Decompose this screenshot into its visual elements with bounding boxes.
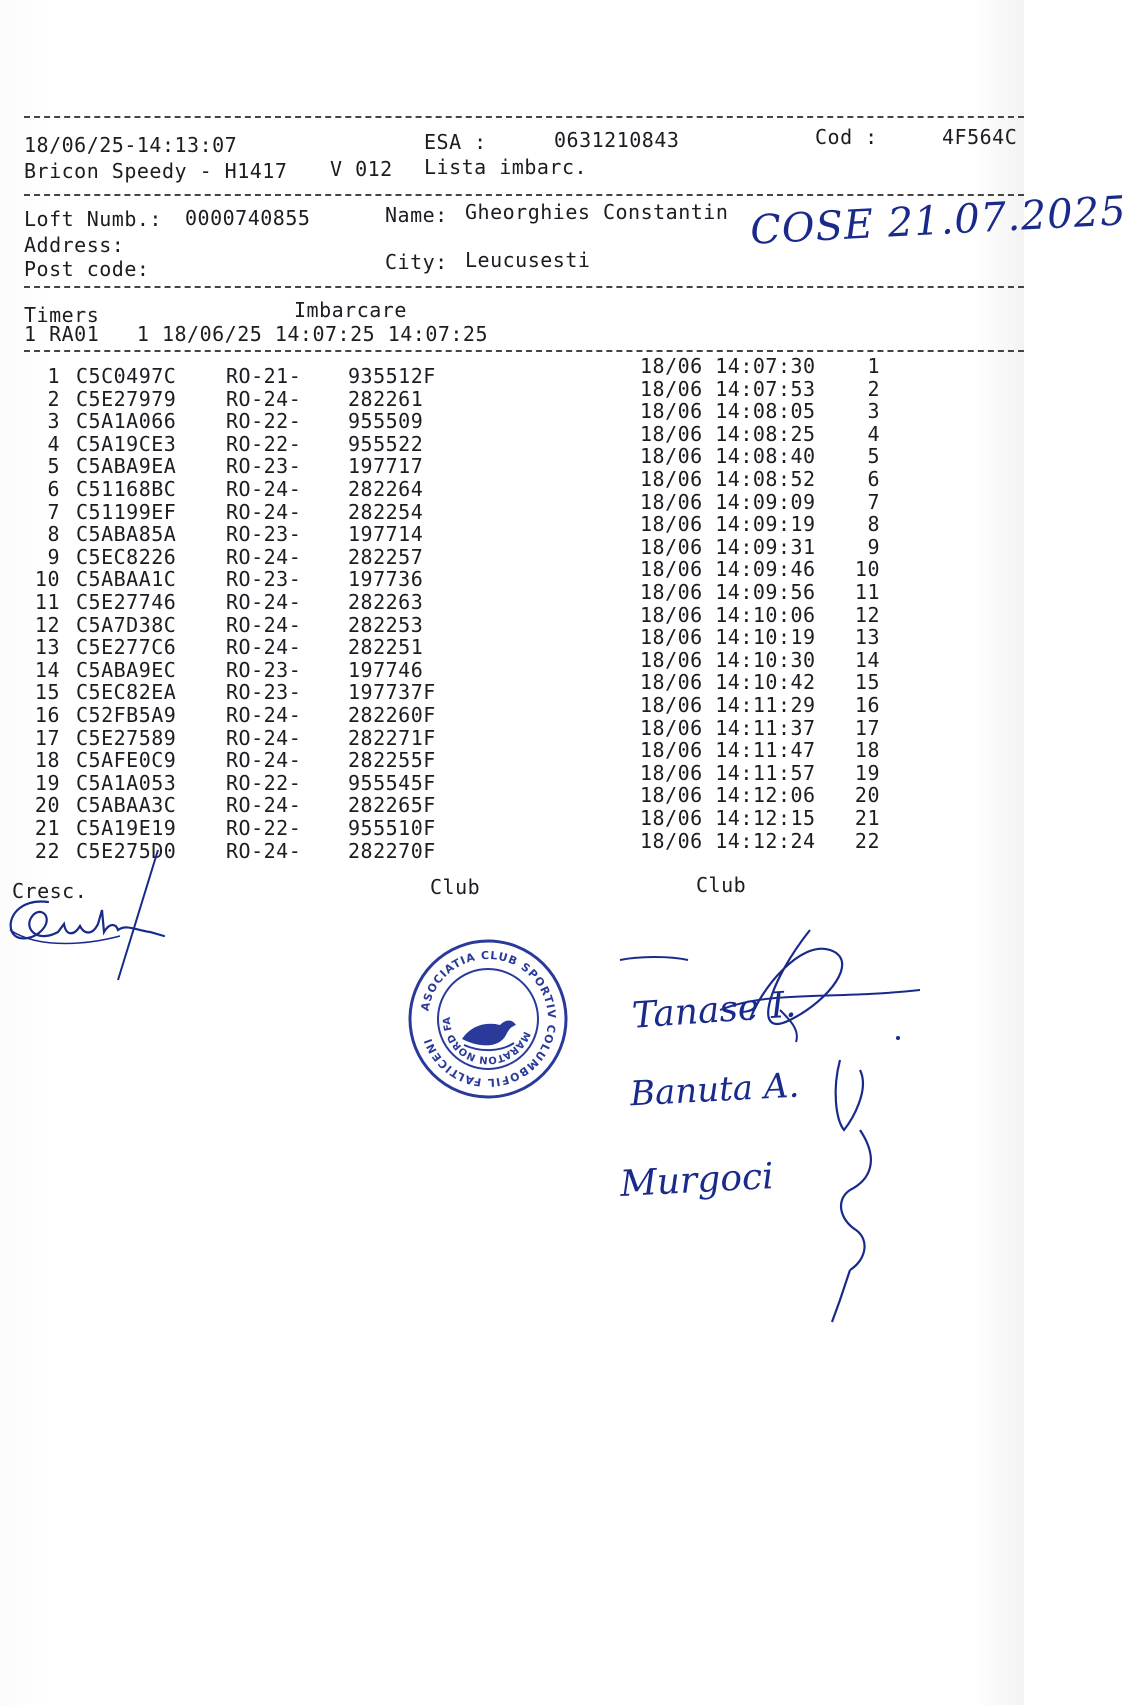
ring-prefix: RO-23- <box>226 522 302 547</box>
ring-prefix: RO-23- <box>226 454 302 479</box>
arrival-time: 18/06 14:09:46 <box>640 557 816 582</box>
city-value: Leucusesti <box>465 248 591 272</box>
club-stamp <box>399 927 572 1103</box>
arrival-order: 7 <box>867 489 880 514</box>
row-index: 1 <box>47 364 60 388</box>
separator-header <box>24 194 1024 196</box>
chip-id: C52FB5A9 <box>76 703 177 727</box>
breeder-signature <box>0 840 180 1000</box>
row-index: 12 <box>34 612 60 637</box>
arrival-time: 18/06 14:10:30 <box>640 647 816 672</box>
esa-label: ESA : <box>424 130 487 154</box>
chip-id: C5AFE0C9 <box>76 748 177 773</box>
ring-prefix: RO-24- <box>226 544 302 569</box>
chip-id: C5A1A066 <box>76 409 177 434</box>
city-label: City: <box>385 250 448 274</box>
ring-number: 282253 <box>348 612 424 637</box>
cod-value: 4F564C <box>942 125 1018 149</box>
imbarcare-label: Imbarcare <box>294 298 407 322</box>
ring-prefix: RO-24- <box>226 635 302 660</box>
arrival-time: 18/06 14:12:06 <box>640 783 816 808</box>
ring-prefix: RO-24- <box>226 703 302 727</box>
arrival-order: 22 <box>854 828 880 853</box>
stamp-inner-text: MARATON NORD FALTICENI <box>399 927 532 1066</box>
pigeon-icon <box>462 1021 516 1046</box>
postcode-label: Post code: <box>24 257 150 281</box>
row-index: 18 <box>34 748 60 773</box>
ring-number: 282263 <box>348 590 424 614</box>
arrival-time: 18/06 14:07:53 <box>640 376 816 401</box>
print-datetime: 18/06/25-14:13:07 <box>24 133 238 157</box>
stamp-outer-text: ASOCIATIA CLUB SPORTIV COLUMBOFIL FALTICENI <box>418 948 559 1090</box>
chip-id: C5E27589 <box>76 725 177 750</box>
arrival-order: 10 <box>854 557 880 582</box>
chip-id: C5ABA9EA <box>76 454 177 479</box>
ring-prefix: RO-24- <box>226 838 302 863</box>
arrival-order: 3 <box>867 399 880 424</box>
row-index: 6 <box>47 477 60 501</box>
row-index: 9 <box>47 544 60 569</box>
chip-id: C5EC8226 <box>76 544 177 569</box>
chip-id: C5E275D0 <box>76 838 177 863</box>
cresc-label: Cresc. <box>12 879 88 903</box>
row-index: 21 <box>34 816 60 840</box>
arrival-time: 18/06 14:11:47 <box>640 738 816 763</box>
esa-value: 0631210843 <box>554 128 680 152</box>
ring-prefix: RO-22- <box>226 816 302 840</box>
arrival-time: 18/06 14:09:31 <box>640 534 816 559</box>
row-index: 16 <box>34 703 60 727</box>
chip-id: C51168BC <box>76 477 177 501</box>
timers-label: Timers <box>24 303 100 327</box>
ring-prefix: RO-24- <box>226 725 302 750</box>
address-label: Address: <box>24 233 125 257</box>
ring-number: 282264 <box>348 477 424 501</box>
arrival-order: 9 <box>867 534 880 559</box>
ring-number: 955545F <box>348 770 436 795</box>
arrival-time: 18/06 14:10:42 <box>640 670 816 695</box>
chip-id: C5A19CE3 <box>76 431 177 456</box>
ring-number: 955522 <box>348 431 424 456</box>
chip-id: C5C0497C <box>76 364 177 388</box>
ring-prefix: RO-23- <box>226 567 302 592</box>
ring-prefix: RO-24- <box>226 590 302 614</box>
arrival-time: 18/06 14:12:15 <box>640 806 816 830</box>
row-index: 13 <box>34 635 60 660</box>
ring-number: 282260F <box>348 703 436 727</box>
arrival-order: 14 <box>854 647 880 672</box>
arrival-time: 18/06 14:10:06 <box>640 602 816 627</box>
firmware-version: V 012 <box>330 157 393 181</box>
arrival-time: 18/06 14:08:05 <box>640 399 816 424</box>
arrival-time: 18/06 14:11:29 <box>640 693 816 717</box>
arrival-time: 18/06 14:11:57 <box>640 760 816 785</box>
arrival-order: 21 <box>854 806 880 830</box>
loft-label: Loft Numb.: <box>24 207 162 231</box>
ring-prefix: RO-24- <box>226 386 302 411</box>
arrival-order: 1 <box>867 354 880 378</box>
arrival-order: 16 <box>854 693 880 717</box>
chip-id: C5ABA85A <box>76 522 177 547</box>
cod-label: Cod : <box>815 125 878 149</box>
row-index: 2 <box>47 386 60 411</box>
name-label: Name: <box>385 203 448 227</box>
ring-number: 197746 <box>348 657 424 682</box>
ring-number: 282270F <box>348 838 436 863</box>
ring-prefix: RO-22- <box>226 409 302 434</box>
ring-prefix: RO-23- <box>226 657 302 682</box>
committee-signature-strokes <box>600 920 940 1340</box>
arrival-order: 15 <box>854 670 880 695</box>
ring-prefix: RO-24- <box>226 793 302 818</box>
separator-top <box>24 116 1024 118</box>
committee-name-2: Banuta A. <box>629 1065 801 1115</box>
arrival-time: 18/06 14:09:19 <box>640 512 816 537</box>
device-name: Bricon Speedy - H1417 <box>24 159 288 183</box>
committee-name-3: Murgoci <box>619 1156 775 1205</box>
arrival-time: 18/06 14:11:37 <box>640 715 816 740</box>
chip-id: C5ABA9EC <box>76 657 177 682</box>
row-index: 22 <box>34 838 60 863</box>
separator-owner <box>24 286 1024 288</box>
row-index: 14 <box>34 657 60 682</box>
row-index: 8 <box>47 522 60 547</box>
arrival-time: 18/06 14:10:19 <box>640 625 816 650</box>
chip-id: C5EC82EA <box>76 680 177 705</box>
ring-number: 935512F <box>348 364 436 388</box>
arrival-order: 20 <box>854 783 880 808</box>
ring-prefix: RO-21- <box>226 364 302 388</box>
arrival-order: 2 <box>867 376 880 401</box>
ring-prefix: RO-24- <box>226 612 302 637</box>
arrival-time: 18/06 14:08:25 <box>640 421 816 446</box>
arrival-order: 19 <box>854 760 880 785</box>
handwritten-date-note: COSE 21.07.2025 <box>749 188 1128 254</box>
ring-number: 282255F <box>348 748 436 773</box>
chip-id: C5ABAA3C <box>76 793 177 818</box>
ring-number: 197714 <box>348 522 424 547</box>
ring-number: 197736 <box>348 567 424 592</box>
ring-number: 282254 <box>348 499 424 524</box>
ring-number: 955509 <box>348 409 424 434</box>
ring-number: 282261 <box>348 386 424 411</box>
separator-timers <box>24 350 1024 352</box>
row-index: 11 <box>34 590 60 614</box>
row-index: 17 <box>34 725 60 750</box>
arrival-order: 17 <box>854 715 880 740</box>
chip-id: C5E27979 <box>76 386 177 411</box>
chip-id: C5A7D38C <box>76 612 177 637</box>
arrival-time: 18/06 14:08:52 <box>640 467 816 491</box>
ring-prefix: RO-24- <box>226 499 302 524</box>
row-index: 3 <box>47 409 60 434</box>
ring-prefix: RO-22- <box>226 770 302 795</box>
ring-prefix: RO-22- <box>226 431 302 456</box>
arrival-order: 4 <box>867 421 880 446</box>
row-index: 15 <box>34 680 60 705</box>
ring-number: 282251 <box>348 635 424 660</box>
arrival-order: 13 <box>854 625 880 650</box>
arrival-time: 18/06 14:12:24 <box>640 828 816 853</box>
arrival-order: 11 <box>854 580 880 604</box>
arrival-order: 18 <box>854 738 880 763</box>
ring-prefix: RO-23- <box>226 680 302 705</box>
ring-number: 282271F <box>348 725 436 750</box>
arrival-time: 18/06 14:09:56 <box>640 580 816 604</box>
ring-number: 955510F <box>348 816 436 840</box>
row-index: 20 <box>34 793 60 818</box>
chip-id: C5A19E19 <box>76 816 177 840</box>
list-title: Lista imbarc. <box>424 155 588 179</box>
ring-number: 197717 <box>348 454 424 479</box>
row-index: 10 <box>34 567 60 592</box>
ring-prefix: RO-24- <box>226 748 302 773</box>
chip-id: C5E27746 <box>76 590 177 614</box>
club-label-1: Club <box>430 875 481 899</box>
club-label-2: Club <box>696 873 747 897</box>
row-index: 7 <box>47 499 60 524</box>
ring-number: 197737F <box>348 680 436 705</box>
ring-number: 282265F <box>348 793 436 818</box>
arrival-order: 6 <box>867 467 880 491</box>
timer-row: 1 RA01 1 18/06/25 14:07:25 14:07:25 <box>24 322 489 346</box>
arrival-time: 18/06 14:08:40 <box>640 444 816 469</box>
arrival-order: 12 <box>854 602 880 627</box>
row-index: 19 <box>34 770 60 795</box>
arrival-order: 8 <box>867 512 880 537</box>
chip-id: C5A1A053 <box>76 770 177 795</box>
owner-name: Gheorghies Constantin <box>465 200 729 224</box>
ring-number: 282257 <box>348 544 424 569</box>
chip-id: C51199EF <box>76 499 177 524</box>
ring-prefix: RO-24- <box>226 477 302 501</box>
arrival-time: 18/06 14:07:30 <box>640 354 816 378</box>
row-index: 4 <box>47 431 60 456</box>
chip-id: C5E277C6 <box>76 635 177 660</box>
row-index: 5 <box>47 454 60 479</box>
loft-number: 0000740855 <box>185 206 311 230</box>
arrival-time: 18/06 14:09:09 <box>640 489 816 514</box>
arrival-order: 5 <box>867 444 880 469</box>
chip-id: C5ABAA1C <box>76 567 177 592</box>
committee-name-1: Tanase I. <box>630 984 798 1037</box>
